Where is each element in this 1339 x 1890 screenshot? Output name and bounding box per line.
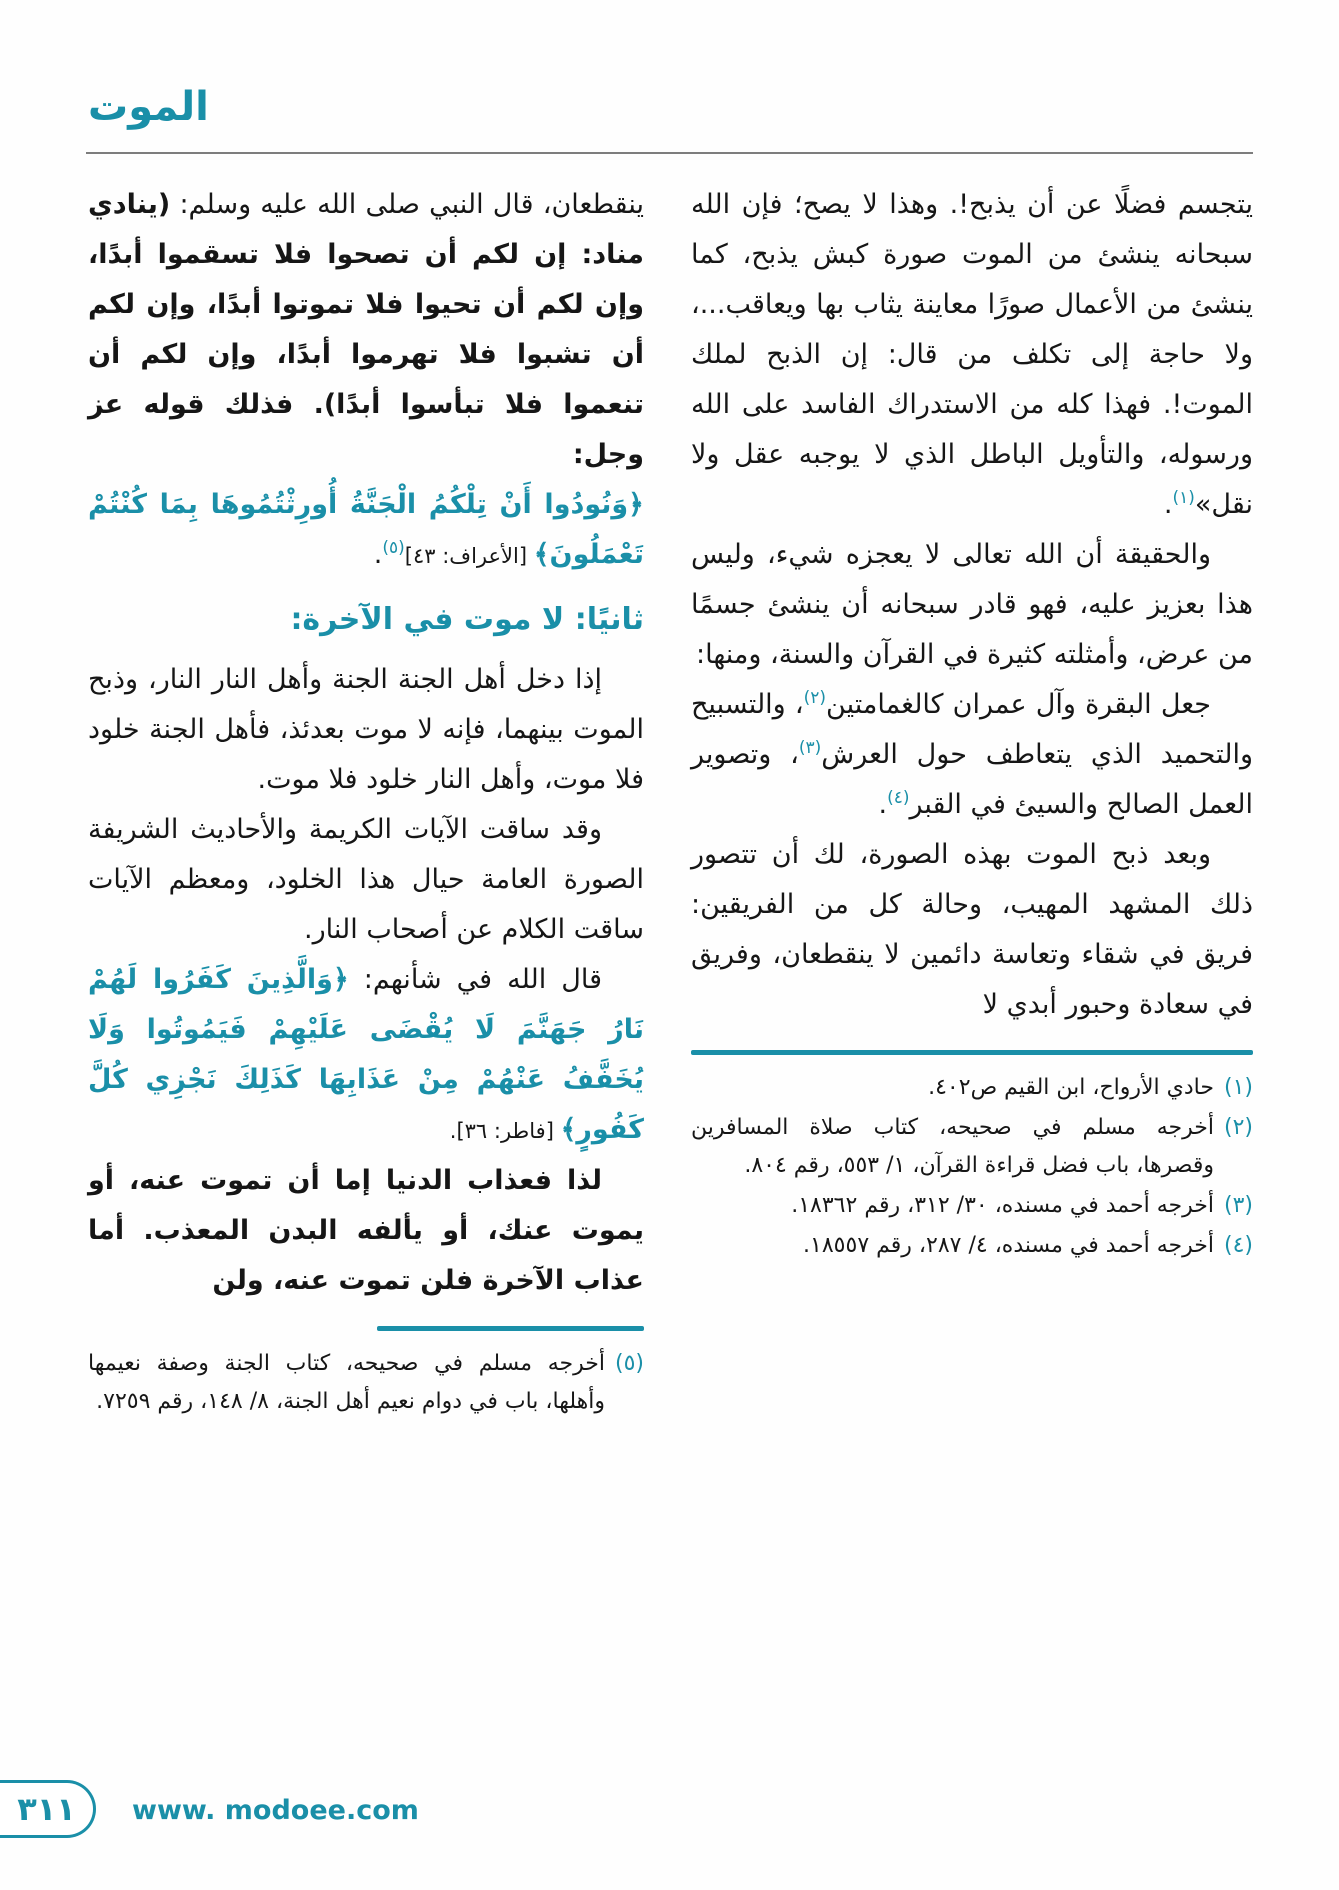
footnote-number: (١): [1223, 1075, 1253, 1100]
footnote-marker: (٤): [887, 788, 910, 808]
footnote-marker: (٣): [798, 738, 822, 758]
footnote-text: أخرجه أحمد في مسنده، ٤/ ٢٨٧، رقم ١٨٥٥٧.: [803, 1233, 1214, 1258]
right-column: [691, 180, 1253, 1267]
footnote-marker: (٥): [382, 538, 405, 558]
text-run: .: [1163, 489, 1173, 520]
text-run: (ينادي مناد: إن لكم أن تصحوا فلا تسقموا أبدًا، وإن لكم أن تحيوا فلا تموتوا أبدًا، وإن لكم أن تشبوا فلا تهرموا أبدًا، وإن لكم أن تنعموا فلا تبأسوا أبدًا). فذلك قوله عز وجل:: [88, 189, 644, 470]
quran-verse: ﴿وَالَّذِينَ كَفَرُوا لَهُمْ نَارُ جَهَنَّمَ لَا يُقْضَى عَلَيْهِمْ فَيَمُوتُوا وَلَا يُخَفَّفُ عَنْهُمْ مِنْ عَذَابِهَا كَذَلِكَ نَجْزِي كُلَّ كَفُورٍ﴾: [88, 964, 644, 1145]
text-run: .: [878, 789, 888, 820]
section-heading: ثانيًا: لا موت في الآخرة:: [290, 602, 644, 637]
verse-reference: [فاطر: ٣٦].: [449, 1119, 561, 1143]
body-paragraph: [691, 530, 1253, 680]
hadith-paragraph: [88, 180, 644, 480]
body-paragraph: [88, 805, 644, 955]
footnotes-left: [88, 1345, 644, 1421]
verse-reference: [الأعراف: ٤٣]: [404, 544, 534, 568]
footnote-divider: [377, 1326, 644, 1331]
text-run: لذا فعذاب الدنيا إما أن تموت عنه، أو يموت عنك، أو يألفه البدن المعذب. أما عذاب الآخرة فلن تموت عنه، ولن: [88, 1165, 644, 1296]
footnote-marker: (٢): [803, 688, 827, 708]
quran-verse: ﴿وَنُودُوا أَنْ تِلْكُمُ الْجَنَّةُ أُورِثْتُمُوهَا بِمَا كُنْتُمْ تَعْمَلُونَ﴾: [88, 489, 644, 570]
body-paragraph: [88, 655, 644, 805]
footnote: [691, 1227, 1253, 1265]
text-run: وقد ساقت الآيات الكريمة والأحاديث الشريفة الصورة العامة حيال هذا الخلود، ومعظم الآيات ساقت الكلام عن أصحاب النار.: [88, 814, 644, 945]
footnote-text: أخرجه أحمد في مسنده، ٣٠/ ٣١٢، رقم ١٨٣٦٢.: [791, 1193, 1214, 1218]
footnote-number: (٣): [1223, 1193, 1253, 1218]
page-number: ٣١١: [17, 1790, 76, 1828]
text-run: جعل البقرة وآل عمران كالغمامتين: [826, 689, 1211, 720]
footnote-text: أخرجه مسلم في صحيحه، كتاب الجنة وصفة نعيمها وأهلها، باب في دوام نعيم أهل الجنة، ٨/ ١٤٨، رقم ٧٢٥٩.: [88, 1351, 605, 1414]
footnote-marker: (١): [1172, 488, 1195, 508]
text-run: يتجسم فضلًا عن أن يذبح!. وهذا لا يصح؛ فإن الله سبحانه ينشئ من الموت صورة كبش يذبح، كما ينشئ من الأعمال صورًا معاينة يثاب بها ويعاقب...، ولا حاجة إلى تكلف من قال: إن الذبح لملك الموت!. فهذا كله من الاستدراك الفاسد على الله ورسوله، والتأويل الباطل الذي لا يوجبه عقل ولا نقل»: [691, 189, 1253, 520]
left-column: [88, 180, 644, 1423]
text-run: .: [373, 539, 383, 570]
page-number-tab: [0, 1780, 96, 1838]
body-paragraph: [691, 180, 1253, 530]
footnotes-right: [691, 1069, 1253, 1265]
text-run: قال الله في شأنهم:: [348, 964, 602, 995]
footnote-number: (٥): [614, 1351, 644, 1376]
footnote: [691, 1187, 1253, 1225]
text-run: وبعد ذبح الموت بهذه الصورة، لك أن تتصور ذلك المشهد المهيب، وحالة كل من الفريقين: فريق في شقاء وتعاسة دائمين لا ينقطعان، وفريق في سعادة وحبور أبدي لا: [691, 839, 1253, 1020]
footnote-number: (٤): [1223, 1233, 1253, 1258]
body-paragraph: [691, 830, 1253, 1030]
footnote-text: حادي الأرواح، ابن القيم ص٤٠٢.: [928, 1075, 1214, 1100]
header-divider: [86, 152, 1253, 154]
body-paragraph-bold: [88, 1156, 644, 1306]
text-run: ، والتسبيح والتحميد الذي يتعاطف حول العرش: [691, 689, 1253, 770]
text-run: ، وتصوير العمل الصالح والسيئ في القبر: [691, 739, 1253, 820]
text-run: ينقطعان، قال النبي صلى الله عليه وسلم:: [170, 189, 644, 220]
footnote: [691, 1069, 1253, 1107]
website-url: www. modoee.com: [132, 1795, 419, 1826]
footnote-divider: [691, 1050, 1253, 1055]
footnote-text: أخرجه مسلم في صحيحه، كتاب صلاة المسافرين وقصرها، باب فضل قراءة القرآن، ١/ ٥٥٣، رقم ٨٠٤.: [691, 1115, 1214, 1178]
footnote-number: (٢): [1223, 1115, 1253, 1140]
quran-verse-paragraph: [88, 955, 644, 1156]
footnote: [691, 1109, 1253, 1185]
footnote: [88, 1345, 644, 1421]
text-run: والحقيقة أن الله تعالى لا يعجزه شيء، وليس هذا بعزيز عليه، فهو قادر سبحانه أن ينشئ جسمًا من عرض، وأمثلته كثيرة في القرآن والسنة، ومنها:: [691, 539, 1253, 670]
book-title: الموت: [88, 84, 209, 130]
body-paragraph: [691, 680, 1253, 830]
text-run: إذا دخل أهل الجنة الجنة وأهل النار النار، وذبح الموت بينهما، فإنه لا موت بعدئذ، فأهل الجنة خلود فلا موت، وأهل النار خلود فلا موت.: [88, 664, 644, 795]
quran-verse-block: [88, 480, 644, 581]
